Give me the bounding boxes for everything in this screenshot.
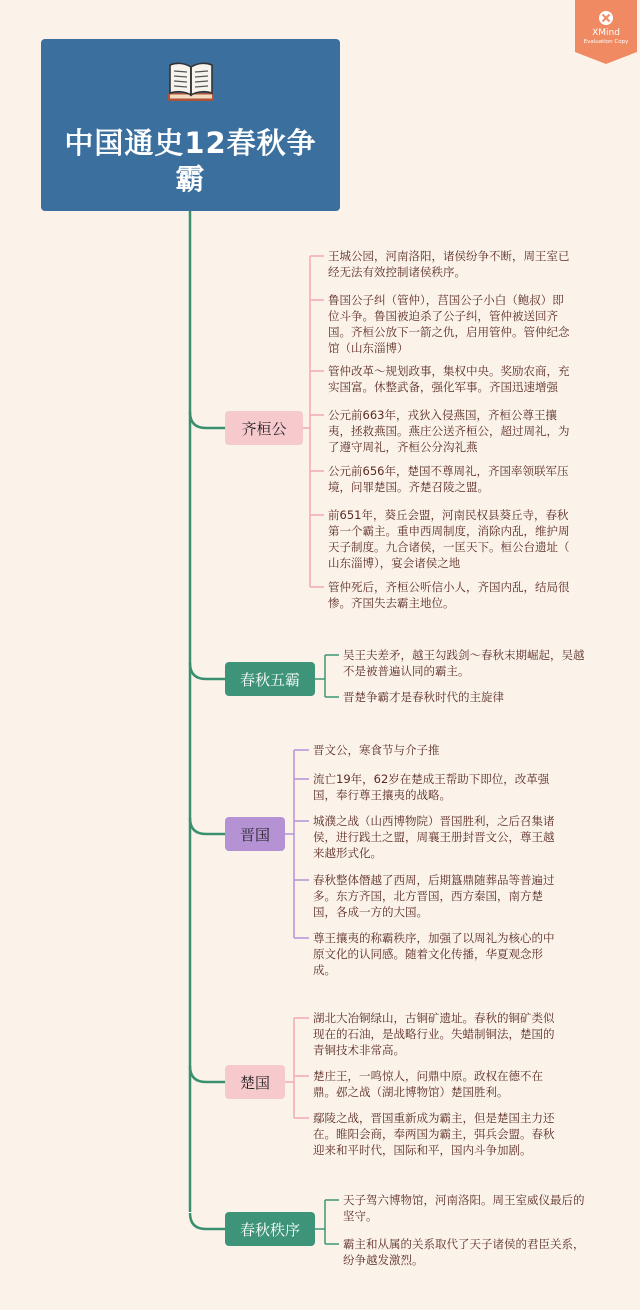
note-line: 青铜技术非常高。 (313, 1043, 405, 1057)
note-line: 迎来和平时代，国际和平，国内斗争加剧。 (313, 1143, 532, 1157)
note-line: 多。东方齐国，北方晋国，西方秦国，南方楚 (313, 889, 543, 903)
note-line: 馆（山东淄博） (328, 341, 409, 355)
subtopic-note[interactable] (328, 363, 590, 395)
note-line: 吴王夫差矛，越王勾践剑～春秋末期崛起，吴越 (343, 648, 585, 662)
note-line: 楚庄王，一鸣惊人，问鼎中原。政权在德不在 (313, 1069, 543, 1083)
note-line: 实国富。休整武备，强化军事。齐国迅速增强 (328, 380, 558, 394)
note-line: 经无法有效控制诸侯秩序。 (328, 265, 466, 279)
note-line: 惨。齐国失去霸主地位。 (328, 596, 455, 610)
note-line: 晋文公，寒食节与介子推 (313, 743, 440, 757)
note-line: 管仲死后，齐桓公听信小人，齐国内乱，结局很 (328, 580, 570, 594)
note-line: 来越形式化。 (313, 846, 382, 860)
title-line: 霸 (175, 162, 206, 196)
subtopic-note[interactable] (328, 407, 590, 455)
note-line: 侯，进行践土之盟，周襄王册封晋文公，尊王越 (313, 830, 555, 844)
branch-connector (190, 818, 225, 834)
note-line: 天子制度。九合诸侯，一匡天下。桓公台遗址（ (328, 540, 570, 554)
note-line: 鄢陵之战，晋国重新成为霸主，但是楚国主力还 (313, 1111, 555, 1125)
subtopic-note[interactable] (313, 813, 575, 861)
subtopic-note[interactable] (313, 771, 575, 803)
subtopic-note[interactable] (313, 742, 575, 758)
subtopic-note[interactable] (328, 248, 590, 280)
subtopic-note[interactable] (343, 1192, 605, 1224)
branch-connector (190, 1213, 225, 1229)
xmind-watermark (575, 0, 637, 64)
note-line: 鼎。邲之战（湖北博物馆）楚国胜利。 (313, 1085, 509, 1099)
subtopic-note[interactable] (313, 1010, 575, 1058)
subtopic-note[interactable] (328, 579, 590, 611)
note-line: 坚守。 (343, 1209, 378, 1223)
subtopic-note[interactable] (328, 507, 590, 571)
note-line: 天子驾六博物馆，河南洛阳。周王室威仪最后的 (343, 1193, 585, 1207)
subtopic-note[interactable] (313, 872, 575, 920)
note-line: 晋楚争霸才是春秋时代的主旋律 (343, 690, 504, 704)
note-line: 国，各成一方的大国。 (313, 905, 428, 919)
note-line: 山东淄博），宴会诸侯之地 (328, 556, 461, 570)
note-line: 原文化的认同感。随着文化传播，华夏观念形 (313, 947, 543, 961)
title-line: 中国通史12春秋争 (64, 126, 317, 160)
note-line: 前651年，葵丘会盟，河南民权县葵丘寺，春秋 (328, 508, 569, 522)
note-line: 现在的石油，是战略行业。失蜡制铜法，楚国的 (313, 1027, 555, 1041)
note-line: 管仲改革～规划政事，集权中央。奖励农商，充 (328, 364, 570, 378)
branch-connector (190, 1066, 225, 1082)
note-line: 不是被普遍认同的霸主。 (343, 664, 470, 678)
note-line: 在。睢阳会商，奉两国为霸主，弭兵会盟。春秋 (313, 1127, 555, 1141)
topic-3[interactable]: 晋国 (225, 817, 285, 851)
subtopic-note[interactable] (343, 689, 605, 705)
subtopic-note[interactable] (343, 1236, 605, 1268)
note-line: 国，奉行尊王攘夷的战略。 (313, 788, 451, 802)
note-line: 春秋整体僭越了西周，后期簋鼎随葬品等普遍过 (313, 873, 555, 887)
note-line: 城濮之战（山西博物院）晋国胜利，之后召集诸 (313, 814, 555, 828)
subtopic-note[interactable] (313, 1068, 575, 1100)
note-line: 公元前656年，楚国不尊周礼，齐国率领联军压 (328, 464, 569, 478)
note-line: 境，问罪楚国。齐楚召陵之盟。 (328, 480, 489, 494)
watermark-edition: Evaluation Copy (583, 39, 629, 45)
watermark-brand: XMind (592, 28, 620, 38)
topic-5[interactable]: 春秋秩序 (225, 1212, 315, 1246)
note-line: 公元前663年，戎狄入侵燕国，齐桓公尊王攘 (328, 408, 557, 422)
central-topic[interactable] (41, 39, 340, 211)
note-line: 第一个霸主。重申西周制度，消除内乱，维护周 (328, 524, 570, 538)
subtopic-note[interactable] (313, 1110, 575, 1158)
subtopic-note[interactable] (328, 292, 590, 356)
note-line: 湖北大冶铜绿山，古铜矿遗址。春秋的铜矿类似 (313, 1011, 555, 1025)
note-line: 流亡19年，62岁在楚成王帮助下即位，改革强 (313, 772, 550, 786)
note-line: 纷争越发激烈。 (343, 1253, 424, 1267)
note-line: 位斗争。鲁国被迫杀了公子纠，管仲被送回齐 (328, 309, 558, 323)
note-line: 王城公园，河南洛阳，诸侯纷争不断，周王室已 (328, 249, 570, 263)
note-line: 夷，拯救燕国。燕庄公送齐桓公，超过周礼，为 (328, 424, 570, 438)
subtopic-note[interactable] (313, 930, 575, 978)
branch-connector (190, 663, 225, 679)
note-line: 成。 (313, 963, 336, 977)
note-line: 霸主和从属的关系取代了天子诸侯的君臣关系， (343, 1237, 585, 1251)
page-title (41, 125, 340, 197)
note-line: 了遵守周礼，齐桓公分沟礼燕 (328, 440, 478, 454)
note-line: 尊王攘夷的称霸秩序，加强了以周礼为核心的中 (313, 931, 555, 945)
subtopic-note[interactable] (343, 647, 605, 679)
topic-1[interactable]: 齐桓公 (225, 411, 303, 445)
book-icon (166, 59, 216, 103)
subtopic-note[interactable] (328, 463, 590, 495)
topic-4[interactable]: 楚国 (225, 1065, 285, 1099)
topic-2[interactable]: 春秋五霸 (225, 662, 315, 696)
branch-connector (190, 412, 225, 428)
note-line: 鲁国公子纠（管仲），莒国公子小白（鲍叔）即 (328, 293, 564, 307)
note-line: 国。齐桓公放下一箭之仇，启用管仲。管仲纪念 (328, 325, 570, 339)
